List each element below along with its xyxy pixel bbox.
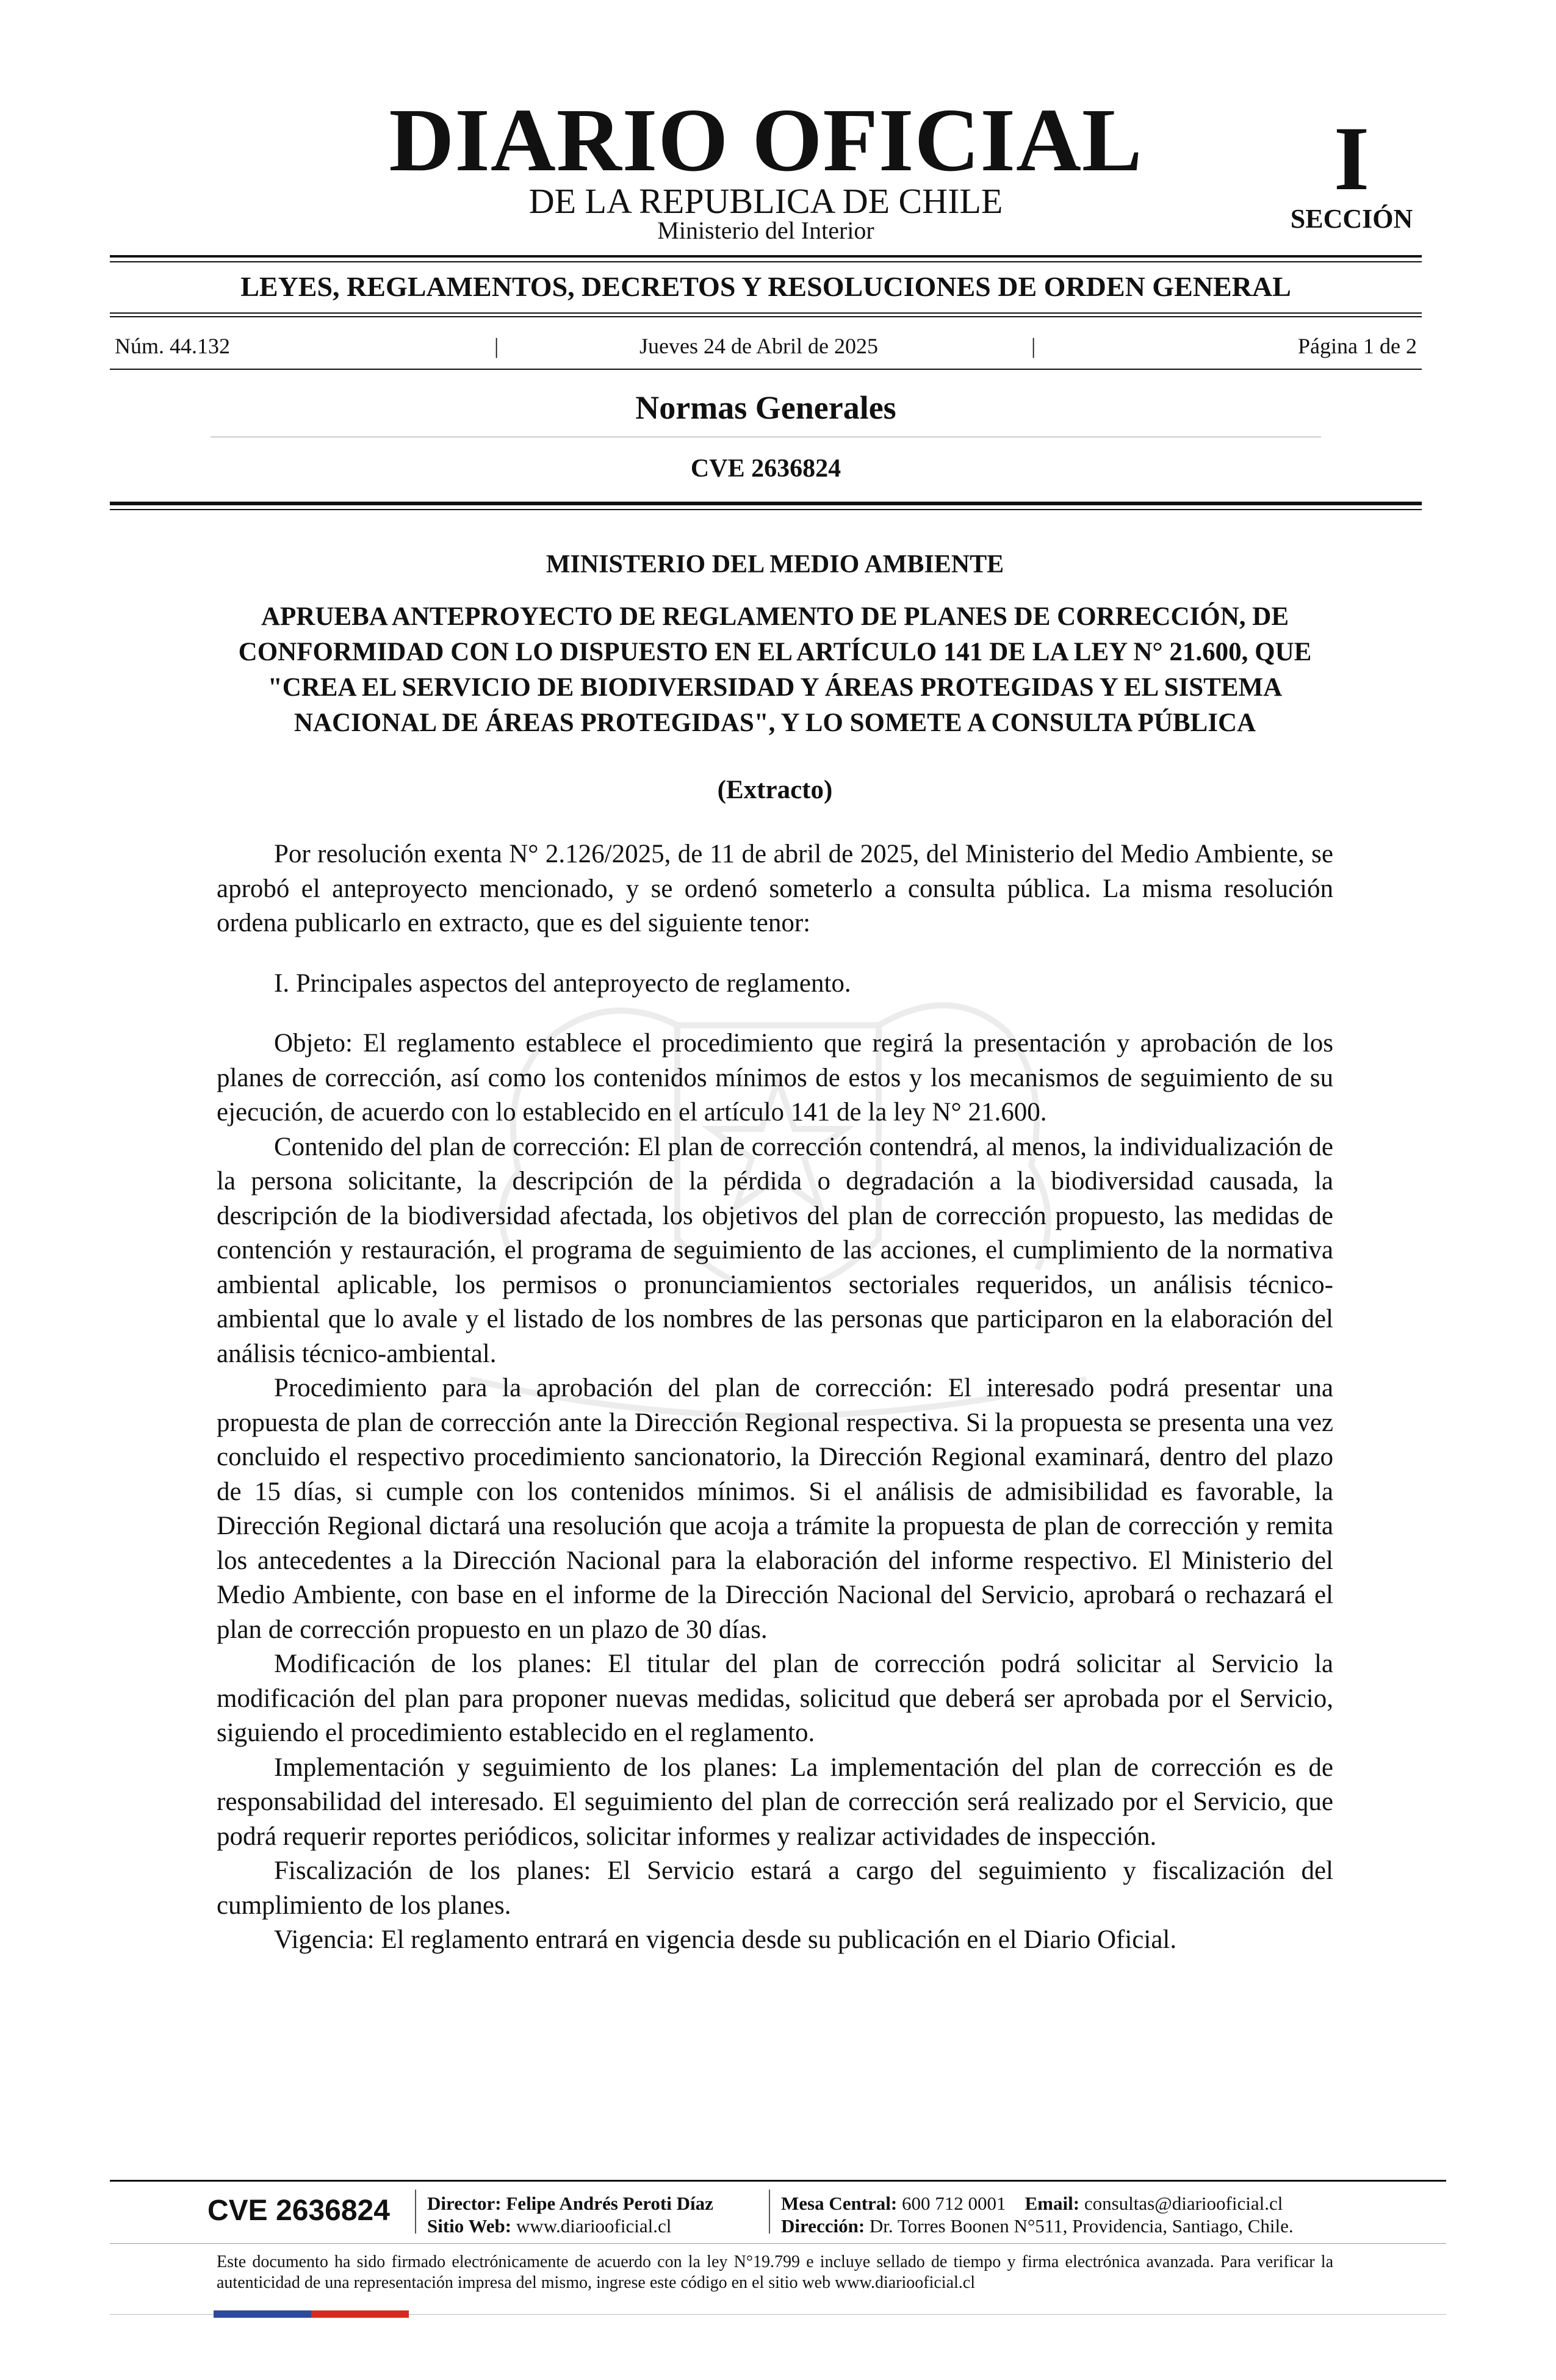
flag-stripe-blue bbox=[214, 2310, 311, 2318]
paragraph-procedimiento: Procedimiento para la aprobación del plan de corrección: El interesado podrá presentar una propuesta de plan de corrección ante la Dirección Regional respectiva. Si la propuesta se presenta una vez concluido el respectivo procedimiento sancionatorio, la Dirección Regional examinará, dentro del plazo de 15 días, si cumple con los contenidos mínimos. Si el análisis de admisibilidad es favorable, la Dirección Regional dictará una resolución que acoja a trámite la propuesta de plan de corrección y remita los antecedentes a la Dirección Nacional para la elaboración del informe respectivo. El Ministerio del Medio Ambiente, con base en el informe de la Dirección Nacional del Servicio, aprobará o rechazará el plan de corrección propuesto en un plazo de 30 días. bbox=[217, 1374, 1333, 1644]
section-number: I bbox=[1333, 108, 1370, 209]
signature-notice: Este documento ha sido firmado electrónicamente de acuerdo con la ley N°19.799 e incluye sellado de tiempo y firma electrónica avanzada. Para verificar la autenticidad de una representación impresa del mismo, ingrese este código en el sitio web www.diariooficial.cl bbox=[217, 2252, 1333, 2292]
issue-date: Jueves 24 de Abril de 2025 bbox=[639, 334, 878, 358]
masthead bbox=[110, 92, 1422, 244]
phone-number: 600 712 0001 bbox=[902, 2193, 1006, 2214]
paragraph-objeto: Objeto: El reglamento establece el procedimiento que regirá la presentación y aprobación de los planes de corrección, así como los contenidos mínimos de estos y los mecanismos de seguimiento de su ejecución, de acuerdo con lo establecido en el artículo 141 de la ley N° 21.600. bbox=[217, 1029, 1333, 1127]
site-label: Sitio Web: bbox=[427, 2215, 512, 2237]
footer-divider bbox=[110, 2180, 1446, 2182]
address-text: Dr. Torres Boonen N°511, Providencia, Santiago, Chile. bbox=[869, 2215, 1294, 2237]
paragraph-vigencia: Vigencia: El reglamento entrará en vigencia desde su publicación en el Diario Oficial. bbox=[274, 1925, 1177, 1954]
director-name: Felipe Andrés Peroti Díaz bbox=[506, 2193, 713, 2214]
heading-divider-top bbox=[110, 312, 1422, 314]
newspaper-title: DIARIO OFICIAL bbox=[389, 90, 1143, 190]
footer-note-divider bbox=[110, 2243, 1446, 2244]
footer-contact-block bbox=[781, 2192, 1294, 2237]
footer-cve-code: CVE 2636824 bbox=[207, 2194, 390, 2227]
footer-director-block bbox=[427, 2192, 713, 2237]
section-marker bbox=[1281, 108, 1422, 234]
cve-code: CVE 2636824 bbox=[690, 455, 841, 483]
section-label: SECCIÓN bbox=[1290, 204, 1413, 234]
address-label: Dirección: bbox=[781, 2215, 865, 2237]
newspaper-subtitle: DE LA REPUBLICA DE CHILE bbox=[528, 181, 1003, 221]
email-label: Email: bbox=[1025, 2193, 1080, 2214]
issue-separator: | bbox=[1031, 334, 1036, 358]
flag-stripe-red bbox=[311, 2310, 409, 2318]
ministry-line: Ministerio del Interior bbox=[657, 217, 874, 244]
heading-divider-bottom bbox=[110, 316, 1422, 317]
section-heading: I. Principales aspectos del anteproyecto de reglamento. bbox=[274, 968, 851, 998]
masthead-divider-top bbox=[110, 255, 1422, 258]
norm-divider bbox=[211, 436, 1321, 438]
issuing-ministry: MINISTERIO DEL MEDIO AMBIENTE bbox=[546, 550, 1004, 579]
header-divider-thick bbox=[110, 502, 1422, 505]
paragraph-fiscalizacion: Fiscalización de los planes: El Servicio estará a cargo del seguimiento y fiscalización del cumplimiento de los planes. bbox=[217, 1856, 1333, 1920]
norm-section-title: Normas Generales bbox=[635, 389, 896, 426]
masthead-divider-bottom bbox=[110, 261, 1422, 262]
issue-info-row bbox=[110, 330, 1422, 362]
issue-number: Núm. 44.132 bbox=[115, 334, 230, 358]
issue-divider bbox=[110, 369, 1422, 370]
document-body bbox=[217, 543, 1333, 1958]
footer-info bbox=[110, 2185, 1446, 2240]
director-label: Director: bbox=[427, 2193, 502, 2214]
paragraph-contenido: Contenido del plan de corrección: El plan de corrección contendrá, al menos, la individualización de la persona solicitante, la descripción de la pérdida o degradación a la biodiversidad causada, la descripción de la biodiversidad afectada, los objetivos del plan de corrección propuesto, las medidas de contención y restauración, el programa de seguimiento de las acciones, el cumplimiento de la normativa ambiental aplicable, los permisos o pronunciamientos sectoriales requeridos, un análisis técnico-ambiental que lo avale y el listado de los nombres de las personas que participaron en la elaboración del análisis técnico-ambiental. bbox=[217, 1132, 1333, 1368]
document-title: APRUEBA ANTEPROYECTO DE REGLAMENTO DE PLANES DE CORRECCIÓN, DE CONFORMIDAD CON LO DISPUESTO EN EL ARTÍCULO 141 DE LA LEY N° 21.600, QUE "CREA EL SERVICIO DE BIODIVERSIDAD Y ÁREAS PROTEGIDAS Y EL SISTEMA NACIONAL DE ÁREAS PROTEGIDAS", Y LO SOMETE A CONSULTA PÚBLICA bbox=[238, 602, 1312, 737]
issue-separator: | bbox=[494, 334, 499, 358]
header-divider-thin bbox=[110, 509, 1422, 510]
paragraph-modificacion: Modificación de los planes: El titular del plan de corrección podrá solicitar al Servicio la modificación del plan para proponer nuevas medidas, solicitud que deberá ser aprobada por el Servicio, siguiendo el procedimiento establecido en el reglamento. bbox=[217, 1650, 1333, 1747]
category-heading: LEYES, REGLAMENTOS, DECRETOS Y RESOLUCIONES DE ORDEN GENERAL bbox=[240, 271, 1291, 302]
paragraph-implementacion: Implementación y seguimiento de los planes: La implementación del plan de corrección es de responsabilidad del interesado. El seguimiento del plan de corrección será realizado por el Servicio, que podrá requerir reportes periódicos, solicitar informes y realizar actividades de inspección. bbox=[217, 1753, 1333, 1851]
footer-separator bbox=[415, 2190, 416, 2234]
footer-separator bbox=[769, 2190, 770, 2234]
site-link[interactable]: www.diariooficial.cl bbox=[516, 2215, 672, 2237]
extract-label: (Extracto) bbox=[717, 776, 833, 804]
email-link[interactable]: consultas@diariooficial.cl bbox=[1084, 2193, 1283, 2214]
phone-label: Mesa Central: bbox=[781, 2193, 898, 2214]
page-counter: Página 1 de 2 bbox=[1298, 334, 1417, 358]
intro-paragraph: Por resolución exenta N° 2.126/2025, de 11 de abril de 2025, del Ministerio del Medio Ambiente, se aprobó el anteproyecto mencionado, y se ordenó someterlo a consulta pública. La misma resolución ordena publicarlo en extracto, que es del siguiente tenor: bbox=[217, 840, 1333, 937]
